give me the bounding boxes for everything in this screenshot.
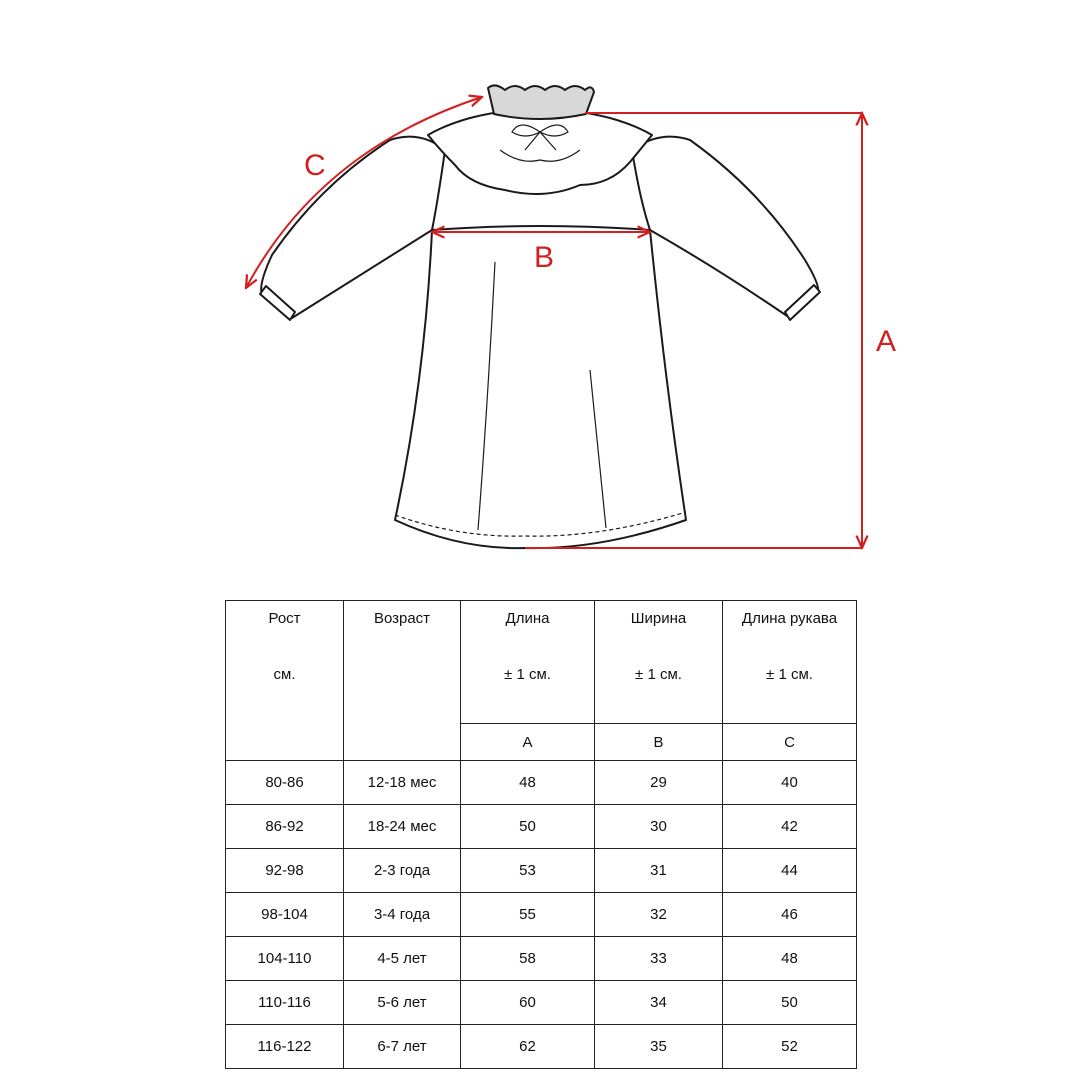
table-cell: 40 [723, 761, 857, 805]
header-age: Возраст [344, 601, 461, 761]
header-code-b: B [595, 724, 723, 761]
table-cell: 18-24 мес [344, 805, 461, 849]
header-sleeve-length: Длина рукава ± 1 см. [723, 601, 857, 724]
dress-body [395, 226, 686, 548]
table-cell: 4-5 лет [344, 937, 461, 981]
table-row [226, 937, 857, 981]
table-cell: 62 [461, 1025, 595, 1069]
table-cell: 12-18 мес [344, 761, 461, 805]
label-c: C [304, 149, 326, 182]
table-cell: 58 [461, 937, 595, 981]
table-cell: 86-92 [226, 805, 344, 849]
table-cell: 53 [461, 849, 595, 893]
table-row [226, 893, 857, 937]
table-cell: 32 [595, 893, 723, 937]
table-cell: 44 [723, 849, 857, 893]
table-row [226, 981, 857, 1025]
table-cell: 3-4 года [344, 893, 461, 937]
table-cell: 42 [723, 805, 857, 849]
table-cell: 31 [595, 849, 723, 893]
table-cell: 52 [723, 1025, 857, 1069]
table-row [226, 761, 857, 805]
table-cell: 110-116 [226, 981, 344, 1025]
label-a: A [876, 325, 897, 358]
header-code-a: A [461, 724, 595, 761]
table-row [226, 849, 857, 893]
header-width: Ширина ± 1 см. [595, 601, 723, 724]
header-length: Длина ± 1 см. [461, 601, 595, 724]
table-row [226, 1025, 857, 1069]
table-cell: 34 [595, 981, 723, 1025]
table-cell: 46 [723, 893, 857, 937]
collar-frill [428, 109, 652, 194]
header-code-c: C [723, 724, 857, 761]
table-cell: 104-110 [226, 937, 344, 981]
header-height: Рост см. [226, 601, 344, 761]
size-table [225, 600, 857, 1069]
table-cell: 60 [461, 981, 595, 1025]
table-row [226, 805, 857, 849]
table-cell: 50 [461, 805, 595, 849]
table-cell: 92-98 [226, 849, 344, 893]
table-cell: 50 [723, 981, 857, 1025]
table-cell: 55 [461, 893, 595, 937]
dress-outline [260, 85, 820, 548]
table-cell: 98-104 [226, 893, 344, 937]
label-b: B [534, 241, 555, 274]
table-cell: 48 [723, 937, 857, 981]
table-cell: 33 [595, 937, 723, 981]
table-cell: 29 [595, 761, 723, 805]
table-cell: 5-6 лет [344, 981, 461, 1025]
right-sleeve [632, 137, 818, 318]
table-cell: 30 [595, 805, 723, 849]
table-cell: 116-122 [226, 1025, 344, 1069]
table-cell: 35 [595, 1025, 723, 1069]
table-cell: 2-3 года [344, 849, 461, 893]
neck-ruffle [488, 85, 594, 119]
table-cell: 80-86 [226, 761, 344, 805]
table-cell: 48 [461, 761, 595, 805]
table-cell: 6-7 лет [344, 1025, 461, 1069]
